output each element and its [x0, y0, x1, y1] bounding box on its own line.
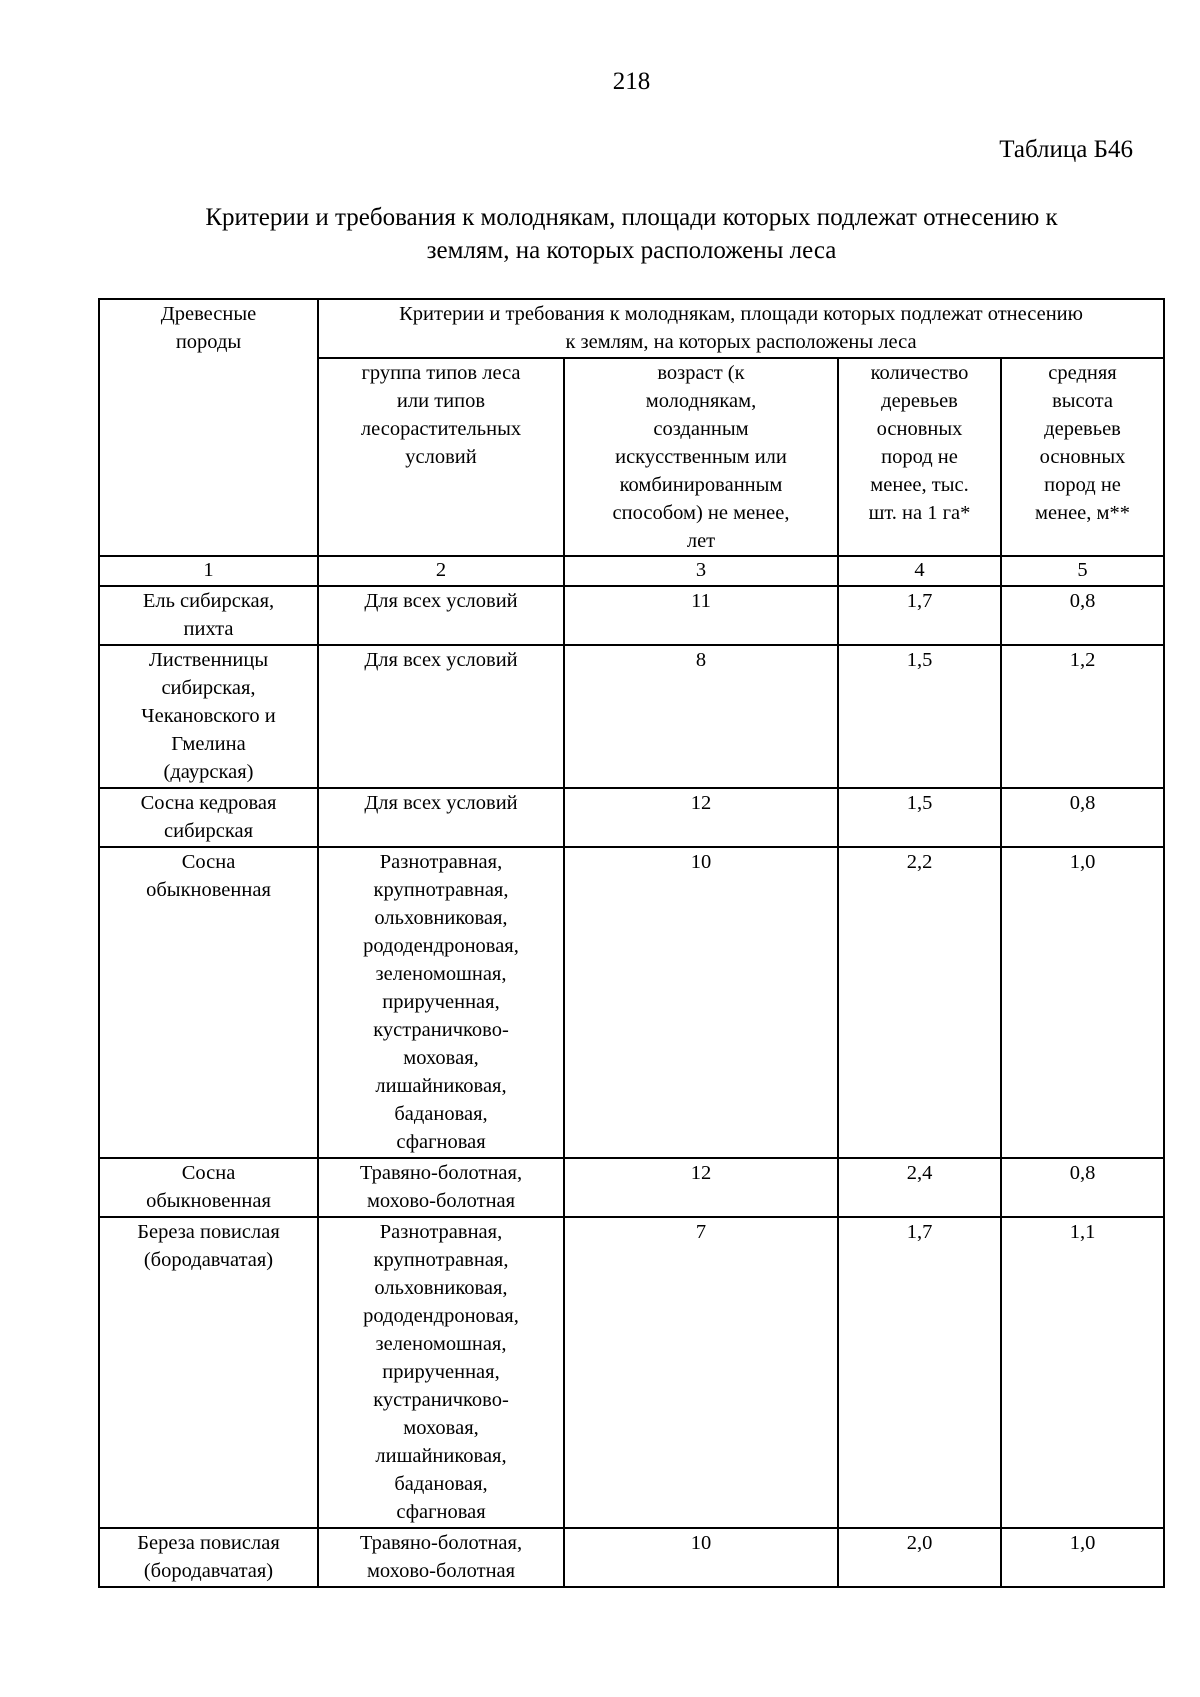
cell-forest-type: Травяно-болотная, мохово-болотная: [318, 1158, 564, 1217]
column-number: 4: [838, 556, 1001, 586]
cell-count: 2,4: [838, 1158, 1001, 1217]
cell-forest-type: Для всех условий: [318, 788, 564, 847]
cell-height: 1,1: [1001, 1217, 1164, 1528]
cell-forest-type: Для всех условий: [318, 645, 564, 788]
cell-age: 7: [564, 1217, 838, 1528]
cell-age: 12: [564, 788, 838, 847]
cell-count: 2,0: [838, 1528, 1001, 1587]
cell-species: Лиственницы сибирская, Чекановского и Гмелина (даурская): [99, 645, 318, 788]
document-title: Критерии и требования к молоднякам, площади которых подлежат отнесению к землям, на которых расположены леса: [205, 204, 1058, 264]
header-criteria-group: Критерии и требования к молоднякам, площади которых подлежат отнесению к землям, на которых расположены леса: [318, 299, 1164, 358]
column-number-row: [99, 556, 1164, 586]
cell-count: 1,7: [838, 1217, 1001, 1528]
cell-height: 1,0: [1001, 1528, 1164, 1587]
table-row: [99, 1158, 1164, 1217]
column-number: 5: [1001, 556, 1164, 586]
cell-species: Ель сибирская, пихта: [99, 586, 318, 645]
cell-species: Сосна кедровая сибирская: [99, 788, 318, 847]
table-row: [99, 847, 1164, 1158]
criteria-table: [98, 298, 1165, 1588]
column-number: 2: [318, 556, 564, 586]
cell-count: 1,5: [838, 645, 1001, 788]
cell-age: 12: [564, 1158, 838, 1217]
cell-age: 8: [564, 645, 838, 788]
cell-species: Сосна обыкновенная: [99, 847, 318, 1158]
cell-count: 1,7: [838, 586, 1001, 645]
table-row: [99, 1217, 1164, 1528]
cell-species: Береза повислая (бородавчатая): [99, 1217, 318, 1528]
cell-height: 0,8: [1001, 586, 1164, 645]
cell-species: Береза повислая (бородавчатая): [99, 1528, 318, 1587]
header-age: возраст (к молоднякам, созданным искусственным или комбинированным способом) не менее, лет: [564, 358, 838, 556]
column-number: 3: [564, 556, 838, 586]
cell-forest-type: Разнотравная, крупнотравная, ольховниковая, рододендроновая, зеленомошная, прирученная, кустраничково- моховая, лишайниковая, бадановая, сфагновая: [318, 847, 564, 1158]
page-number: 218: [612, 68, 651, 95]
header-species: Древесные породы: [99, 299, 318, 556]
cell-forest-type: Разнотравная, крупнотравная, ольховниковая, рододендроновая, зеленомошная, прирученная, кустраничково- моховая, лишайниковая, бадановая, сфагновая: [318, 1217, 564, 1528]
cell-age: 11: [564, 586, 838, 645]
cell-height: 0,8: [1001, 788, 1164, 847]
cell-age: 10: [564, 847, 838, 1158]
cell-height: 1,2: [1001, 645, 1164, 788]
table-label: Таблица Б46: [999, 136, 1133, 163]
table-row: [99, 788, 1164, 847]
cell-height: 0,8: [1001, 1158, 1164, 1217]
table-header-row: [99, 299, 1164, 358]
table-row: [99, 1528, 1164, 1587]
cell-count: 1,5: [838, 788, 1001, 847]
cell-height: 1,0: [1001, 847, 1164, 1158]
table-row: [99, 645, 1164, 788]
column-number: 1: [99, 556, 318, 586]
table-row: [99, 586, 1164, 645]
header-count: количество деревьев основных пород не менее, тыс. шт. на 1 га*: [838, 358, 1001, 556]
cell-count: 2,2: [838, 847, 1001, 1158]
header-height: средняя высота деревьев основных пород не менее, м**: [1001, 358, 1164, 556]
cell-forest-type: Для всех условий: [318, 586, 564, 645]
header-forest-type: группа типов леса или типов лесорастительных условий: [318, 358, 564, 556]
cell-species: Сосна обыкновенная: [99, 1158, 318, 1217]
cell-forest-type: Травяно-болотная, мохово-болотная: [318, 1528, 564, 1587]
cell-age: 10: [564, 1528, 838, 1587]
